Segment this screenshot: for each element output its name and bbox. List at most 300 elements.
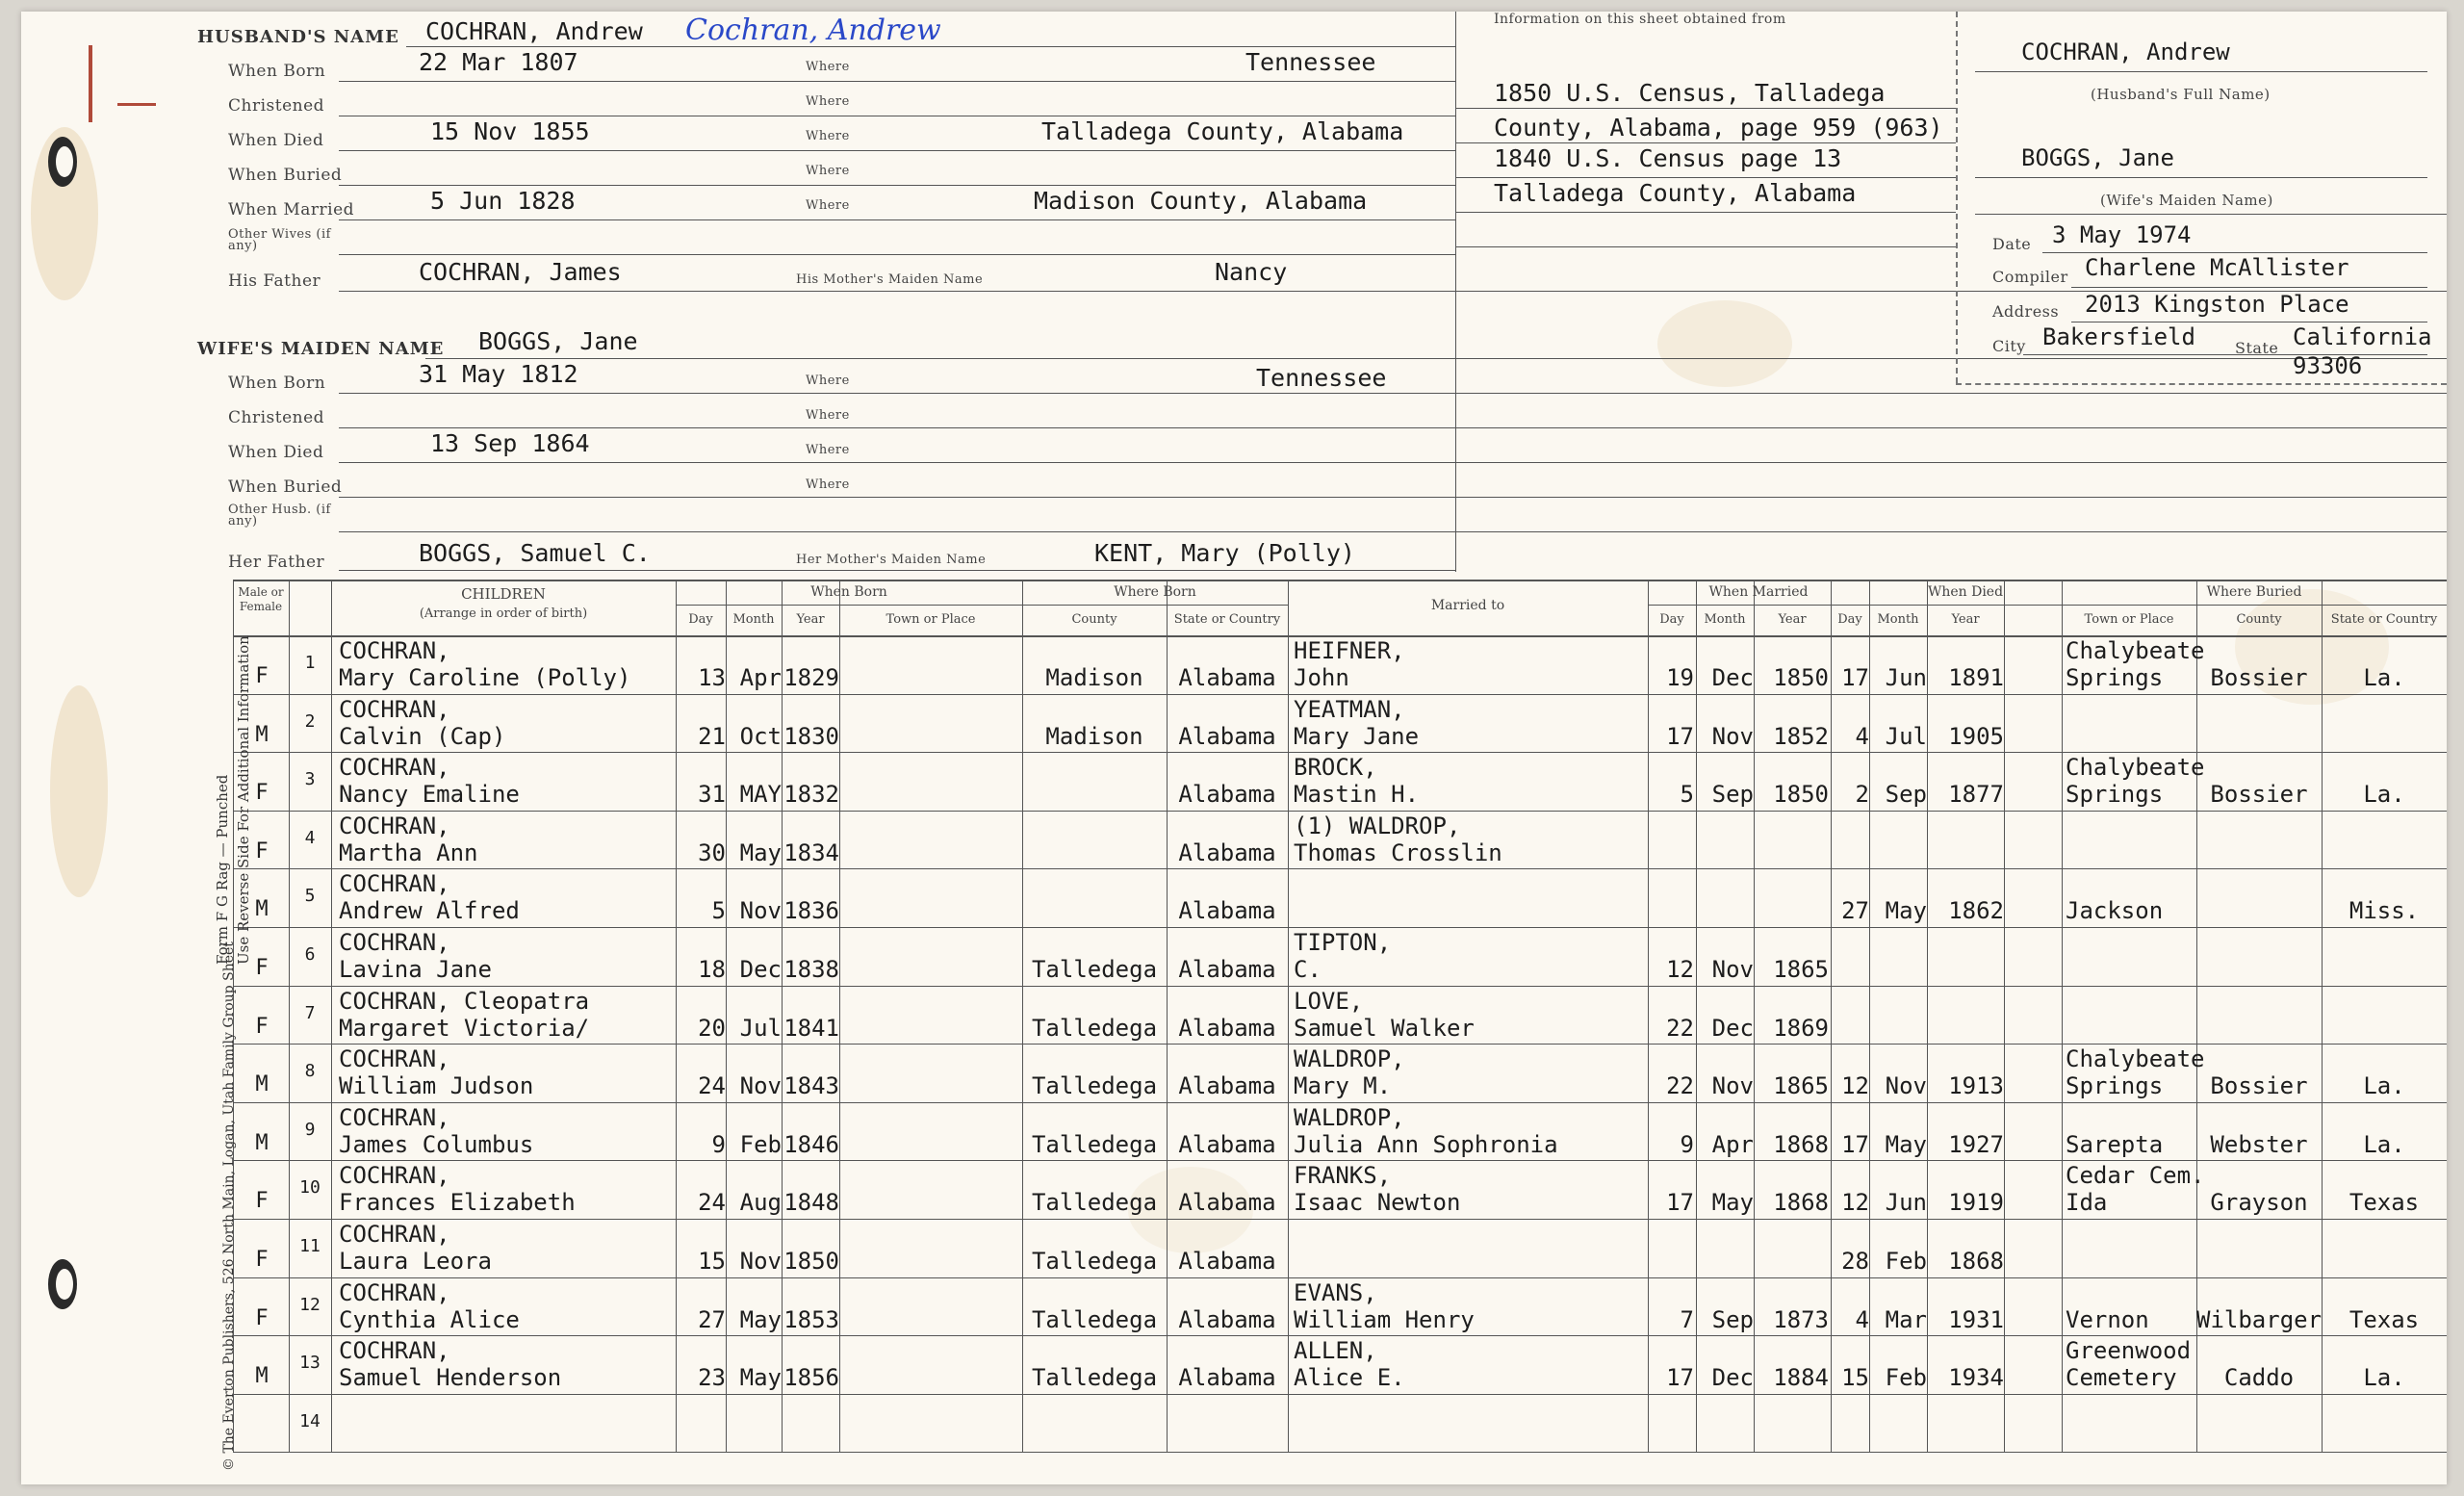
- wife-father: BOGGS, Samuel C.: [419, 539, 651, 567]
- child-mmonth: Nov: [1711, 1072, 1754, 1100]
- child-spouse2: Mary M.: [1294, 1072, 1392, 1100]
- child-spouse1: TIPTON,: [1294, 929, 1392, 956]
- child-bstate: Alabama: [1178, 1014, 1276, 1042]
- child-dyear: 1931: [1948, 1305, 2004, 1333]
- header-group-rule: [2062, 605, 2447, 606]
- header-b-county: County: [2236, 612, 2282, 627]
- child-dday: 17: [1841, 1130, 1869, 1158]
- compiled-date: 3 May 1974: [2052, 221, 2192, 248]
- child-dmonth: Nov: [1885, 1072, 1927, 1100]
- source-line-1: 1850 U.S. Census, Talladega: [1494, 79, 1886, 107]
- child-town1: Chalybeate: [2066, 637, 2205, 664]
- child-dmonth: Jun: [1885, 1189, 1927, 1217]
- rule: [1975, 214, 2447, 215]
- child-dmonth: Feb: [1885, 1364, 1927, 1392]
- rule: [1455, 177, 1956, 178]
- child-sex: F: [255, 664, 269, 688]
- child-bmonth: Nov: [739, 897, 782, 925]
- header-group-rule: [1648, 605, 1869, 606]
- child-sex: F: [255, 1189, 269, 1214]
- rule: [339, 254, 1455, 255]
- child-town2: Jackson: [2066, 897, 2164, 925]
- child-bstate: Alabama: [1178, 1248, 1276, 1275]
- publisher-text: © The Everton Publishers, 526 North Main, Logan, Utah Family Group Sheet: [221, 941, 237, 1471]
- compiler-label: Compiler: [1992, 268, 2068, 286]
- table-row: [233, 1219, 2447, 1277]
- child-town2: Springs: [2066, 664, 2164, 691]
- child-town2: Sarepta: [2066, 1130, 2164, 1158]
- child-name1: COCHRAN,: [339, 637, 450, 664]
- child-name1: COCHRAN,: [339, 695, 450, 723]
- child-num: 1: [304, 653, 316, 673]
- wife-born-label: When Born: [228, 374, 326, 393]
- divider: [1455, 12, 1456, 572]
- child-state: Texas: [2348, 1305, 2420, 1333]
- rule: [339, 81, 1455, 82]
- child-bday: 30: [698, 838, 726, 866]
- child-bcounty: Madison: [1045, 664, 1143, 691]
- child-bday: 24: [698, 1072, 726, 1100]
- child-mmonth: Apr: [1711, 1130, 1754, 1158]
- child-spouse1: (1) WALDROP,: [1294, 812, 1461, 839]
- header-county: County: [1071, 612, 1117, 627]
- child-mmonth: Nov: [1711, 722, 1754, 750]
- child-bmonth: Nov: [739, 1248, 782, 1275]
- child-town2: Cemetery: [2066, 1364, 2177, 1392]
- child-bcounty: Talledega: [1031, 1072, 1158, 1100]
- child-bmonth: Nov: [739, 1072, 782, 1100]
- child-bstate: Alabama: [1178, 722, 1276, 750]
- child-bstate: Alabama: [1178, 956, 1276, 983]
- child-mday: 7: [1680, 1305, 1694, 1333]
- child-mday: 9: [1680, 1130, 1694, 1158]
- child-byear: 1846: [783, 1130, 839, 1158]
- reverse-side-text: Use Reverse Side For Additional Information: [235, 635, 252, 965]
- child-bday: 21: [698, 722, 726, 750]
- child-byear: 1841: [783, 1014, 839, 1042]
- child-spouse1: HEIFNER,: [1294, 637, 1405, 664]
- child-spouse2: William Henry: [1294, 1305, 1475, 1333]
- husband-buried-label: When Buried: [228, 166, 343, 185]
- child-bcounty: Talledega: [1031, 1305, 1158, 1333]
- rule: [1455, 212, 1956, 213]
- wife-christened-label: Christened: [228, 408, 325, 427]
- child-name2: Cynthia Alice: [339, 1305, 520, 1333]
- child-dyear: 1919: [1948, 1189, 2004, 1217]
- table-border: [233, 580, 2447, 581]
- child-sex: F: [255, 838, 269, 864]
- child-state: La.: [2363, 1364, 2405, 1392]
- child-state: La.: [2363, 781, 2405, 809]
- child-byear: 1830: [783, 722, 839, 750]
- child-myear: 1852: [1773, 722, 1829, 750]
- child-dyear: 1862: [1948, 897, 2004, 925]
- child-bcounty: Talledega: [1031, 956, 1158, 983]
- header-died-group: When Died: [1927, 584, 2004, 600]
- child-bday: 5: [711, 897, 726, 925]
- header-group-rule: [676, 605, 1022, 606]
- wife-father-label: Her Father: [228, 553, 325, 572]
- child-dyear: 1913: [1948, 1072, 2004, 1100]
- header-day: Day: [688, 612, 713, 627]
- child-sex: M: [255, 722, 269, 747]
- header-d-month: Month: [1877, 612, 1919, 627]
- box-husband-name: COCHRAN, Andrew: [2021, 39, 2230, 65]
- child-dmonth: Jul: [1885, 722, 1927, 750]
- source-line-3: 1840 U.S. Census page 13: [1494, 144, 1842, 172]
- child-spouse2: Isaac Newton: [1294, 1189, 1461, 1217]
- child-dmonth: Jun: [1885, 664, 1927, 691]
- child-myear: 1873: [1773, 1305, 1829, 1333]
- child-county: Wilbarger: [2196, 1305, 2323, 1333]
- compiler-state: California: [2293, 323, 2432, 350]
- child-mmonth: Sep: [1711, 1305, 1754, 1333]
- child-spouse2: Alice E.: [1294, 1364, 1405, 1392]
- wife-mother: KENT, Mary (Polly): [1094, 539, 1355, 567]
- child-town2: Springs: [2066, 1072, 2164, 1100]
- rule: [339, 219, 1455, 220]
- rule: [1455, 393, 2447, 394]
- child-dyear: 1877: [1948, 781, 2004, 809]
- table-row-divider: [233, 1452, 2447, 1453]
- compiler-zip: 93306: [2293, 352, 2363, 379]
- other-wives-label: Other Wives (if any): [228, 227, 331, 253]
- compiler-box-border: [1956, 383, 2447, 385]
- rule: [2023, 354, 2427, 355]
- wife-died-date: 13 Sep 1864: [430, 429, 590, 457]
- child-myear: 1850: [1773, 781, 1829, 809]
- punch-hole: [48, 1259, 77, 1309]
- other-husbands-label: Other Husb. (if any): [228, 503, 331, 529]
- child-name1: COCHRAN,: [339, 812, 450, 839]
- header-group-rule: [1022, 605, 1288, 606]
- child-bstate: Alabama: [1178, 838, 1276, 866]
- child-bcounty: Talledega: [1031, 1130, 1158, 1158]
- compiler-box-border: [1956, 12, 1958, 383]
- form-text: Form F G Rag — Punched: [214, 774, 231, 965]
- child-sex: F: [255, 1248, 269, 1272]
- child-name1: COCHRAN,: [339, 1278, 450, 1306]
- husband-born-label: When Born: [228, 62, 326, 81]
- child-spouse2: C.: [1294, 956, 1322, 983]
- red-mark: [117, 103, 156, 106]
- header-buried-group: Where Buried: [2206, 584, 2302, 600]
- child-byear: 1843: [783, 1072, 839, 1100]
- child-name2: Calvin (Cap): [339, 722, 506, 750]
- child-dday: 4: [1855, 722, 1869, 750]
- child-myear: 1868: [1773, 1189, 1829, 1217]
- punch-hole: [48, 137, 77, 187]
- child-mday: 5: [1680, 781, 1694, 809]
- husband-father-label: His Father: [228, 271, 321, 291]
- wife-name: BOGGS, Jane: [478, 327, 638, 355]
- rule: [339, 185, 1455, 186]
- husband-married-date: 5 Jun 1828: [430, 187, 576, 215]
- child-name1: COCHRAN,: [339, 1221, 450, 1248]
- rule: [1455, 497, 2447, 498]
- child-num: 7: [304, 1002, 316, 1023]
- rule: [1455, 531, 2447, 532]
- header-b-state: State or Country: [2330, 612, 2438, 627]
- husband-died-label: When Died: [228, 131, 324, 150]
- where-label: Where: [806, 94, 850, 109]
- child-sex: F: [255, 1305, 269, 1330]
- header-m-month: Month: [1704, 612, 1746, 627]
- child-byear: 1848: [783, 1189, 839, 1217]
- compiler-city: Bakersfield: [2042, 323, 2195, 350]
- child-bcounty: Madison: [1045, 722, 1143, 750]
- box-wife-name: BOGGS, Jane: [2021, 144, 2174, 171]
- header-married-group: When Married: [1708, 584, 1809, 600]
- child-byear: 1850: [783, 1248, 839, 1275]
- husband-name-label: HUSBAND'S NAME: [197, 27, 399, 47]
- child-myear: 1865: [1773, 956, 1829, 983]
- child-bstate: Alabama: [1178, 1364, 1276, 1392]
- box-wife-caption: (Wife's Maiden Name): [2100, 192, 2273, 209]
- header-born-group: When Born: [810, 584, 887, 600]
- child-num: 9: [304, 1119, 316, 1140]
- header-married-to: Married to: [1430, 598, 1505, 613]
- child-byear: 1856: [783, 1364, 839, 1392]
- child-sex: M: [255, 1072, 269, 1097]
- child-byear: 1836: [783, 897, 839, 925]
- header-children-sub: (Arrange in order of birth): [419, 606, 588, 621]
- child-byear: 1834: [783, 838, 839, 866]
- child-spouse2: John: [1294, 664, 1349, 691]
- child-dyear: 1868: [1948, 1248, 2004, 1275]
- box-husband-caption: (Husband's Full Name): [2091, 86, 2271, 103]
- child-dyear: 1927: [1948, 1130, 2004, 1158]
- child-name1: COCHRAN,: [339, 1337, 450, 1365]
- child-bstate: Alabama: [1178, 1130, 1276, 1158]
- wife-mother-label: Her Mother's Maiden Name: [796, 553, 987, 567]
- rule: [1455, 142, 1956, 143]
- child-bcounty: Talledega: [1031, 1364, 1158, 1392]
- husband-name: COCHRAN, Andrew: [425, 17, 643, 45]
- compiler-address: 2013 Kingston Place: [2085, 291, 2349, 318]
- rule: [1455, 108, 1956, 109]
- header-children: CHILDREN: [461, 585, 546, 603]
- husband-married-place: Madison County, Alabama: [1034, 187, 1368, 215]
- wife-name-label: WIFE'S MAIDEN NAME: [197, 339, 445, 359]
- source-line-2: County, Alabama, page 959 (963): [1494, 114, 1943, 142]
- child-name1: COCHRAN,: [339, 1103, 450, 1131]
- child-town1: Chalybeate: [2066, 1045, 2205, 1073]
- child-sex: M: [255, 897, 269, 922]
- child-bday: 18: [698, 956, 726, 983]
- child-bcounty: Talledega: [1031, 1248, 1158, 1275]
- child-name2: Frances Elizabeth: [339, 1189, 576, 1217]
- header-m-day: Day: [1659, 612, 1684, 627]
- rule: [339, 393, 1455, 394]
- header-town: Town or Place: [886, 612, 976, 627]
- state-label: State: [2235, 339, 2279, 357]
- header-d-year: Year: [1951, 612, 1980, 627]
- child-town2: Ida: [2066, 1189, 2108, 1217]
- where-label: Where: [806, 129, 850, 143]
- child-bmonth: Feb: [739, 1130, 782, 1158]
- child-spouse1: WALDROP,: [1294, 1045, 1405, 1073]
- child-bday: 31: [698, 781, 726, 809]
- child-town1: Greenwood: [2066, 1337, 2192, 1365]
- header-sex: Male or Female: [238, 585, 284, 613]
- child-state: La.: [2363, 664, 2405, 691]
- child-town2: Springs: [2066, 781, 2164, 809]
- child-bstate: Alabama: [1178, 1305, 1276, 1333]
- table-row: [233, 1394, 2447, 1453]
- child-bmonth: Dec: [739, 956, 782, 983]
- child-bcounty: Talledega: [1031, 1014, 1158, 1042]
- child-bmonth: Jul: [739, 1014, 782, 1042]
- where-label: Where: [806, 443, 850, 457]
- child-num: 3: [304, 769, 316, 790]
- child-town2: Vernon: [2066, 1305, 2149, 1333]
- where-label: Where: [806, 60, 850, 74]
- child-mday: 17: [1666, 722, 1694, 750]
- where-label: Where: [806, 408, 850, 423]
- child-num: 14: [299, 1410, 321, 1432]
- child-spouse2: Julia Ann Sophronia: [1294, 1130, 1558, 1158]
- child-name1: COCHRAN,: [339, 929, 450, 956]
- child-mday: 19: [1666, 664, 1694, 691]
- child-byear: 1832: [783, 781, 839, 809]
- child-name1: COCHRAN,: [339, 754, 450, 782]
- child-bcounty: Talledega: [1031, 1189, 1158, 1217]
- child-mday: 17: [1666, 1364, 1694, 1392]
- header-group-rule: [1869, 605, 2062, 606]
- rule: [339, 570, 1455, 571]
- husband-father: COCHRAN, James: [419, 258, 622, 286]
- child-bday: 27: [698, 1305, 726, 1333]
- child-name2: Lavina Jane: [339, 956, 492, 983]
- child-myear: 1865: [1773, 1072, 1829, 1100]
- child-mmonth: Dec: [1711, 1014, 1754, 1042]
- child-name2: Margaret Victoria/: [339, 1014, 590, 1042]
- child-state: Texas: [2348, 1189, 2420, 1217]
- child-name2: Martha Ann: [339, 838, 478, 866]
- child-sex: F: [255, 781, 269, 806]
- child-county: Bossier: [2210, 664, 2308, 691]
- child-name1: COCHRAN,: [339, 1162, 450, 1190]
- wife-died-label: When Died: [228, 443, 324, 462]
- child-bday: 20: [698, 1014, 726, 1042]
- child-myear: 1884: [1773, 1364, 1829, 1392]
- child-name2: Nancy Emaline: [339, 781, 520, 809]
- child-mmonth: Dec: [1711, 664, 1754, 691]
- child-bmonth: May: [739, 1364, 782, 1392]
- child-dday: 28: [1841, 1248, 1869, 1275]
- child-name1: COCHRAN,: [339, 1045, 450, 1073]
- child-num: 12: [299, 1294, 321, 1315]
- compiler-name: Charlene McAllister: [2085, 254, 2349, 281]
- child-byear: 1829: [783, 664, 839, 691]
- header-m-year: Year: [1778, 612, 1807, 627]
- rule: [1975, 71, 2427, 72]
- date-label: Date: [1992, 235, 2032, 253]
- rule: [339, 462, 1455, 463]
- child-bmonth: May: [739, 1305, 782, 1333]
- rule: [1455, 427, 2447, 428]
- child-num: 4: [304, 827, 316, 848]
- rule: [2042, 252, 2427, 253]
- child-num: 6: [304, 944, 316, 965]
- child-num: 8: [304, 1061, 316, 1082]
- child-name2: Laura Leora: [339, 1248, 492, 1275]
- child-dday: 27: [1841, 897, 1869, 925]
- child-state: La.: [2363, 1130, 2405, 1158]
- child-dyear: 1891: [1948, 664, 2004, 691]
- husband-name-handwritten: Cochran, Andrew: [685, 13, 941, 47]
- child-myear: 1850: [1773, 664, 1829, 691]
- child-myear: 1868: [1773, 1130, 1829, 1158]
- child-county: Bossier: [2210, 781, 2308, 809]
- child-bday: 15: [698, 1248, 726, 1275]
- rule: [339, 150, 1455, 151]
- child-bstate: Alabama: [1178, 1189, 1276, 1217]
- child-mmonth: May: [1711, 1189, 1754, 1217]
- child-name1: COCHRAN,: [339, 870, 450, 898]
- wife-born-place: Tennessee: [1256, 364, 1387, 392]
- child-bmonth: Aug: [739, 1189, 782, 1217]
- rule: [339, 531, 1455, 532]
- child-name2: William Judson: [339, 1072, 534, 1100]
- source-line-4: Talladega County, Alabama: [1494, 179, 1857, 207]
- child-name2: Andrew Alfred: [339, 897, 520, 925]
- child-spouse1: EVANS,: [1294, 1278, 1377, 1306]
- child-name1: COCHRAN, Cleopatra: [339, 987, 590, 1015]
- child-spouse1: FRANKS,: [1294, 1162, 1392, 1190]
- child-mday: 22: [1666, 1072, 1694, 1100]
- sources-heading: Information on this sheet obtained from: [1494, 12, 1786, 27]
- header-d-day: Day: [1837, 612, 1862, 627]
- child-sex: F: [255, 1014, 269, 1039]
- child-dyear: 1934: [1948, 1364, 2004, 1392]
- child-county: Caddo: [2223, 1364, 2295, 1392]
- child-sex: F: [255, 956, 269, 980]
- child-bstate: Alabama: [1178, 664, 1276, 691]
- paper-stain: [1657, 300, 1792, 387]
- child-dday: 2: [1855, 781, 1869, 809]
- child-spouse1: YEATMAN,: [1294, 695, 1405, 723]
- husband-mother-label: His Mother's Maiden Name: [796, 272, 984, 287]
- child-dmonth: May: [1885, 1130, 1927, 1158]
- city-label: City: [1992, 337, 2026, 355]
- child-dday: 15: [1841, 1364, 1869, 1392]
- where-label: Where: [806, 164, 850, 178]
- child-byear: 1838: [783, 956, 839, 983]
- child-county: Grayson: [2210, 1189, 2308, 1217]
- child-dday: 17: [1841, 664, 1869, 691]
- child-sex: M: [255, 1364, 269, 1389]
- child-bday: 24: [698, 1189, 726, 1217]
- child-dday: 4: [1855, 1305, 1869, 1333]
- child-spouse1: BROCK,: [1294, 754, 1377, 782]
- rule: [339, 291, 1455, 292]
- header-b-town: Town or Place: [2084, 612, 2174, 627]
- husband-died-date: 15 Nov 1855: [430, 117, 590, 145]
- header-where-born-group: Where Born: [1114, 584, 1196, 600]
- husband-christened-label: Christened: [228, 96, 325, 116]
- husband-born-date: 22 Mar 1807: [419, 48, 578, 76]
- child-name2: Samuel Henderson: [339, 1364, 562, 1392]
- rule: [1455, 246, 1956, 247]
- child-county: Webster: [2210, 1130, 2308, 1158]
- child-num: 5: [304, 886, 316, 907]
- child-name2: James Columbus: [339, 1130, 534, 1158]
- child-myear: 1869: [1773, 1014, 1829, 1042]
- red-mark: [89, 45, 92, 122]
- child-state: Miss.: [2348, 897, 2420, 925]
